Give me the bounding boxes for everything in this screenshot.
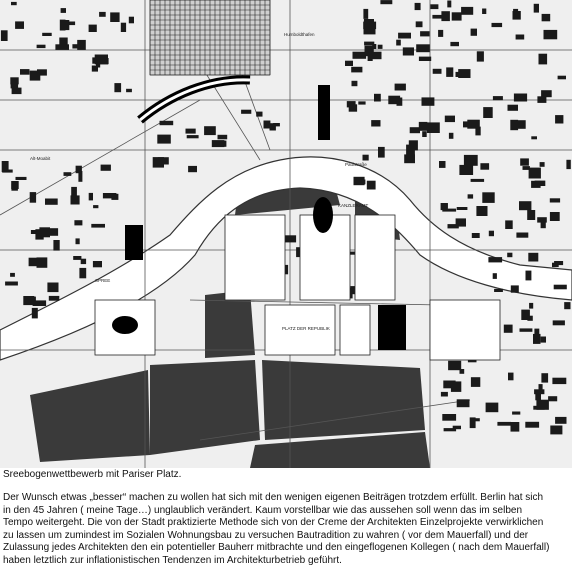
- building-block: [514, 94, 527, 102]
- building-block: [477, 51, 484, 61]
- building-block: [511, 285, 519, 292]
- building-block: [552, 263, 559, 267]
- building-block: [456, 72, 461, 77]
- building-block: [446, 67, 453, 77]
- building-block: [441, 392, 448, 397]
- building-block: [89, 25, 97, 32]
- building-block: [486, 403, 499, 413]
- building-block: [537, 96, 546, 103]
- building-block: [541, 90, 552, 97]
- building-block: [365, 46, 374, 57]
- building-block: [439, 161, 446, 168]
- building-block: [516, 233, 528, 238]
- building-block: [531, 181, 541, 188]
- building-block: [110, 12, 119, 22]
- building-block: [505, 220, 513, 229]
- building-block: [564, 302, 570, 309]
- building-block: [493, 96, 503, 100]
- building-block: [449, 133, 454, 139]
- building-block: [363, 9, 368, 19]
- building-block: [35, 229, 43, 239]
- building-block: [121, 23, 126, 32]
- building-block: [544, 30, 558, 39]
- building-block: [49, 296, 60, 301]
- building-block: [540, 162, 545, 167]
- building-block: [12, 88, 22, 95]
- building-block: [129, 17, 134, 24]
- building-block: [511, 422, 520, 432]
- building-block: [554, 285, 567, 290]
- building-block: [1, 30, 8, 41]
- building-block: [534, 389, 544, 394]
- building-block: [541, 337, 546, 343]
- building-block: [11, 2, 17, 5]
- building-block: [497, 422, 511, 426]
- building-block: [508, 105, 519, 111]
- building-block: [89, 193, 93, 201]
- building-block: [187, 135, 199, 138]
- building-block: [204, 126, 216, 135]
- building-block: [24, 297, 36, 305]
- building-block: [20, 69, 30, 75]
- building-block: [416, 21, 423, 27]
- body-line: in den 45 Jahren ( meine Tage…) unglaublich verändert. Kaum vorstellbar wie das aussehen soll wenn das im selben: [3, 504, 522, 516]
- building-block: [476, 206, 487, 216]
- building-block: [374, 94, 381, 102]
- building-block: [32, 308, 38, 319]
- building-block: [358, 101, 365, 104]
- building-block: [527, 210, 535, 220]
- building-block: [523, 166, 530, 170]
- building-block: [95, 55, 108, 65]
- building-block: [483, 107, 493, 118]
- building-block: [416, 44, 430, 52]
- building-block: [566, 160, 570, 169]
- building-block: [467, 120, 480, 129]
- building-block: [448, 361, 461, 370]
- building-block: [368, 55, 373, 61]
- building-block: [153, 157, 164, 168]
- building-block: [464, 155, 478, 166]
- building-block: [76, 238, 80, 244]
- body-line: Der Wunsch etwas „besser“ machen zu wollen hat sich mit den wenigen eigenen Beiträgen trotzdem erfüllt. Berlin hat sich: [3, 492, 544, 503]
- building-block: [422, 131, 427, 137]
- building-block: [471, 29, 477, 36]
- building-block: [404, 154, 415, 163]
- building-block: [45, 199, 58, 205]
- building-block: [378, 45, 383, 49]
- building-block: [555, 417, 566, 424]
- building-block: [520, 158, 529, 165]
- building-block: [470, 417, 476, 428]
- building-block: [512, 412, 520, 415]
- building-block: [114, 83, 121, 92]
- building-block: [264, 121, 271, 129]
- building-block: [442, 209, 456, 212]
- building-block: [396, 40, 401, 46]
- building-block: [30, 71, 41, 81]
- label-platz: PLATZ DER REPUBLIK: [282, 326, 330, 331]
- building-block: [367, 181, 376, 190]
- building-block: [558, 76, 566, 80]
- building-block: [5, 282, 18, 286]
- building-block: [516, 35, 525, 40]
- building-block: [472, 233, 480, 238]
- body-paragraph: [3, 492, 569, 568]
- building-block: [15, 21, 24, 29]
- building-block: [555, 115, 563, 123]
- building-block: [531, 136, 537, 139]
- building-block: [430, 4, 438, 9]
- building-block: [442, 414, 456, 421]
- building-block: [353, 52, 367, 59]
- building-block: [419, 57, 431, 61]
- building-block: [11, 184, 18, 191]
- body-line: haben letztlich zur inflationistischen Tendenzen im Architekturbetrieb geführt.: [3, 554, 342, 566]
- building-block: [468, 194, 474, 198]
- building-block: [93, 261, 102, 267]
- building-block: [457, 207, 468, 210]
- building-block: [513, 11, 521, 20]
- building-block: [188, 166, 197, 172]
- building-block: [241, 110, 251, 114]
- building-block: [91, 224, 105, 228]
- building-block: [533, 406, 544, 410]
- building-block: [480, 163, 489, 170]
- building-block: [552, 378, 566, 384]
- building-block: [433, 69, 442, 74]
- building-block: [395, 84, 406, 91]
- body-line: Tempo weitergeht. Die von der Stadt praktizierte Methode sich von der Creme der Architekten Einzelprojekte verwirklichen: [3, 517, 544, 529]
- building-block: [489, 231, 494, 237]
- building-block: [256, 112, 262, 117]
- building-block: [81, 259, 86, 264]
- building-block: [432, 15, 442, 19]
- building-block: [427, 122, 440, 133]
- building-block: [218, 135, 228, 140]
- building-block: [10, 273, 15, 277]
- building-block: [415, 3, 421, 10]
- label-kanzler: KANZLERAMT: [338, 203, 369, 208]
- building-block: [445, 116, 455, 123]
- building-block: [548, 396, 557, 401]
- building-block: [364, 28, 376, 34]
- building-block: [213, 141, 226, 147]
- building-block: [2, 161, 9, 172]
- building-block: [420, 31, 429, 36]
- building-block: [73, 256, 81, 260]
- building-block: [534, 4, 539, 13]
- building-block: [510, 120, 518, 130]
- building-block: [71, 187, 77, 196]
- building-block: [403, 47, 414, 55]
- building-block: [351, 67, 362, 73]
- building-block: [378, 147, 385, 158]
- building-block: [160, 121, 174, 125]
- building-block: [101, 165, 111, 171]
- building-block: [441, 11, 450, 21]
- building-block: [508, 373, 514, 381]
- building-block: [520, 328, 533, 331]
- building-block: [79, 268, 86, 278]
- building-block: [99, 12, 106, 17]
- building-block: [96, 63, 100, 67]
- label-spree: SPREE: [95, 278, 111, 283]
- building-block: [71, 195, 80, 204]
- building-block: [59, 38, 67, 48]
- building-block: [349, 104, 357, 111]
- building-block: [363, 155, 369, 161]
- building-block: [186, 129, 196, 134]
- building-block: [447, 1, 451, 8]
- building-block: [270, 123, 276, 130]
- label-left-street: Alt-Moabit: [30, 156, 51, 161]
- building-block: [541, 218, 546, 228]
- building-block: [444, 428, 457, 431]
- building-block: [550, 426, 562, 435]
- building-block: [471, 179, 485, 182]
- building-block: [46, 228, 59, 236]
- building-block: [529, 168, 541, 179]
- building-block: [526, 271, 532, 281]
- building-block: [103, 193, 117, 198]
- label-top-street: Humboldthafen: [284, 32, 315, 37]
- building-block: [452, 12, 462, 20]
- building-block: [507, 253, 512, 258]
- building-block: [47, 283, 58, 293]
- building-block: [352, 81, 358, 86]
- building-block: [525, 422, 539, 428]
- building-block: [419, 122, 428, 131]
- building-block: [64, 172, 72, 176]
- building-block: [494, 289, 503, 292]
- building-block: [42, 33, 52, 36]
- building-block: [528, 253, 538, 262]
- building-block: [553, 320, 565, 325]
- building-block: [409, 140, 418, 150]
- body-line: zu lassen um zumindest im Sozialen Wohnungsbau zu versuchen Bautradition zu wahren ( vor dem Mauerfall) und der: [3, 529, 529, 541]
- building-block: [11, 83, 19, 89]
- building-block: [76, 166, 82, 174]
- building-block: [77, 40, 86, 50]
- body-line: Zulassung jedes Architekten den ein potentieller Bauherr mitbrachte und den eingeflogenen Kollegen ( nach dem Mauerfall): [3, 542, 550, 554]
- building-block: [16, 177, 27, 180]
- building-block: [504, 325, 513, 333]
- building-block: [93, 205, 98, 208]
- building-block: [410, 127, 420, 133]
- building-block: [448, 224, 459, 228]
- building-block: [461, 7, 473, 15]
- building-block: [37, 257, 48, 267]
- building-block: [542, 14, 551, 21]
- building-block: [492, 23, 503, 27]
- building-block: [157, 135, 171, 144]
- building-block: [422, 97, 435, 105]
- building-block: [443, 381, 455, 389]
- figure-caption: Sreebogenwettbewerb mit Pariser Platz.: [3, 469, 182, 480]
- building-block: [37, 45, 46, 48]
- building-block: [539, 54, 548, 65]
- building-block: [356, 180, 365, 185]
- building-block: [30, 192, 36, 203]
- building-block: [493, 273, 497, 279]
- building-block: [471, 377, 480, 387]
- building-block: [482, 9, 486, 15]
- building-block: [61, 8, 66, 13]
- building-block: [534, 329, 539, 338]
- building-block: [53, 240, 59, 251]
- building-block: [438, 30, 443, 37]
- building-block: [345, 61, 353, 66]
- building-block: [388, 96, 400, 105]
- building-block: [398, 33, 411, 39]
- building-block: [74, 220, 82, 225]
- building-block: [364, 19, 374, 25]
- building-block: [541, 373, 548, 382]
- building-block: [450, 42, 459, 46]
- building-block: [550, 212, 560, 221]
- building-block: [380, 0, 392, 4]
- building-block: [63, 20, 69, 30]
- building-block: [550, 198, 560, 202]
- building-block: [126, 89, 132, 92]
- building-block: [457, 399, 470, 407]
- building-block: [519, 201, 531, 210]
- building-block: [521, 310, 530, 320]
- building-block: [482, 192, 494, 203]
- label-street-small: Paulstraße: [345, 162, 367, 167]
- building-block: [529, 303, 533, 309]
- building-block: [488, 257, 502, 262]
- building-block: [371, 120, 380, 126]
